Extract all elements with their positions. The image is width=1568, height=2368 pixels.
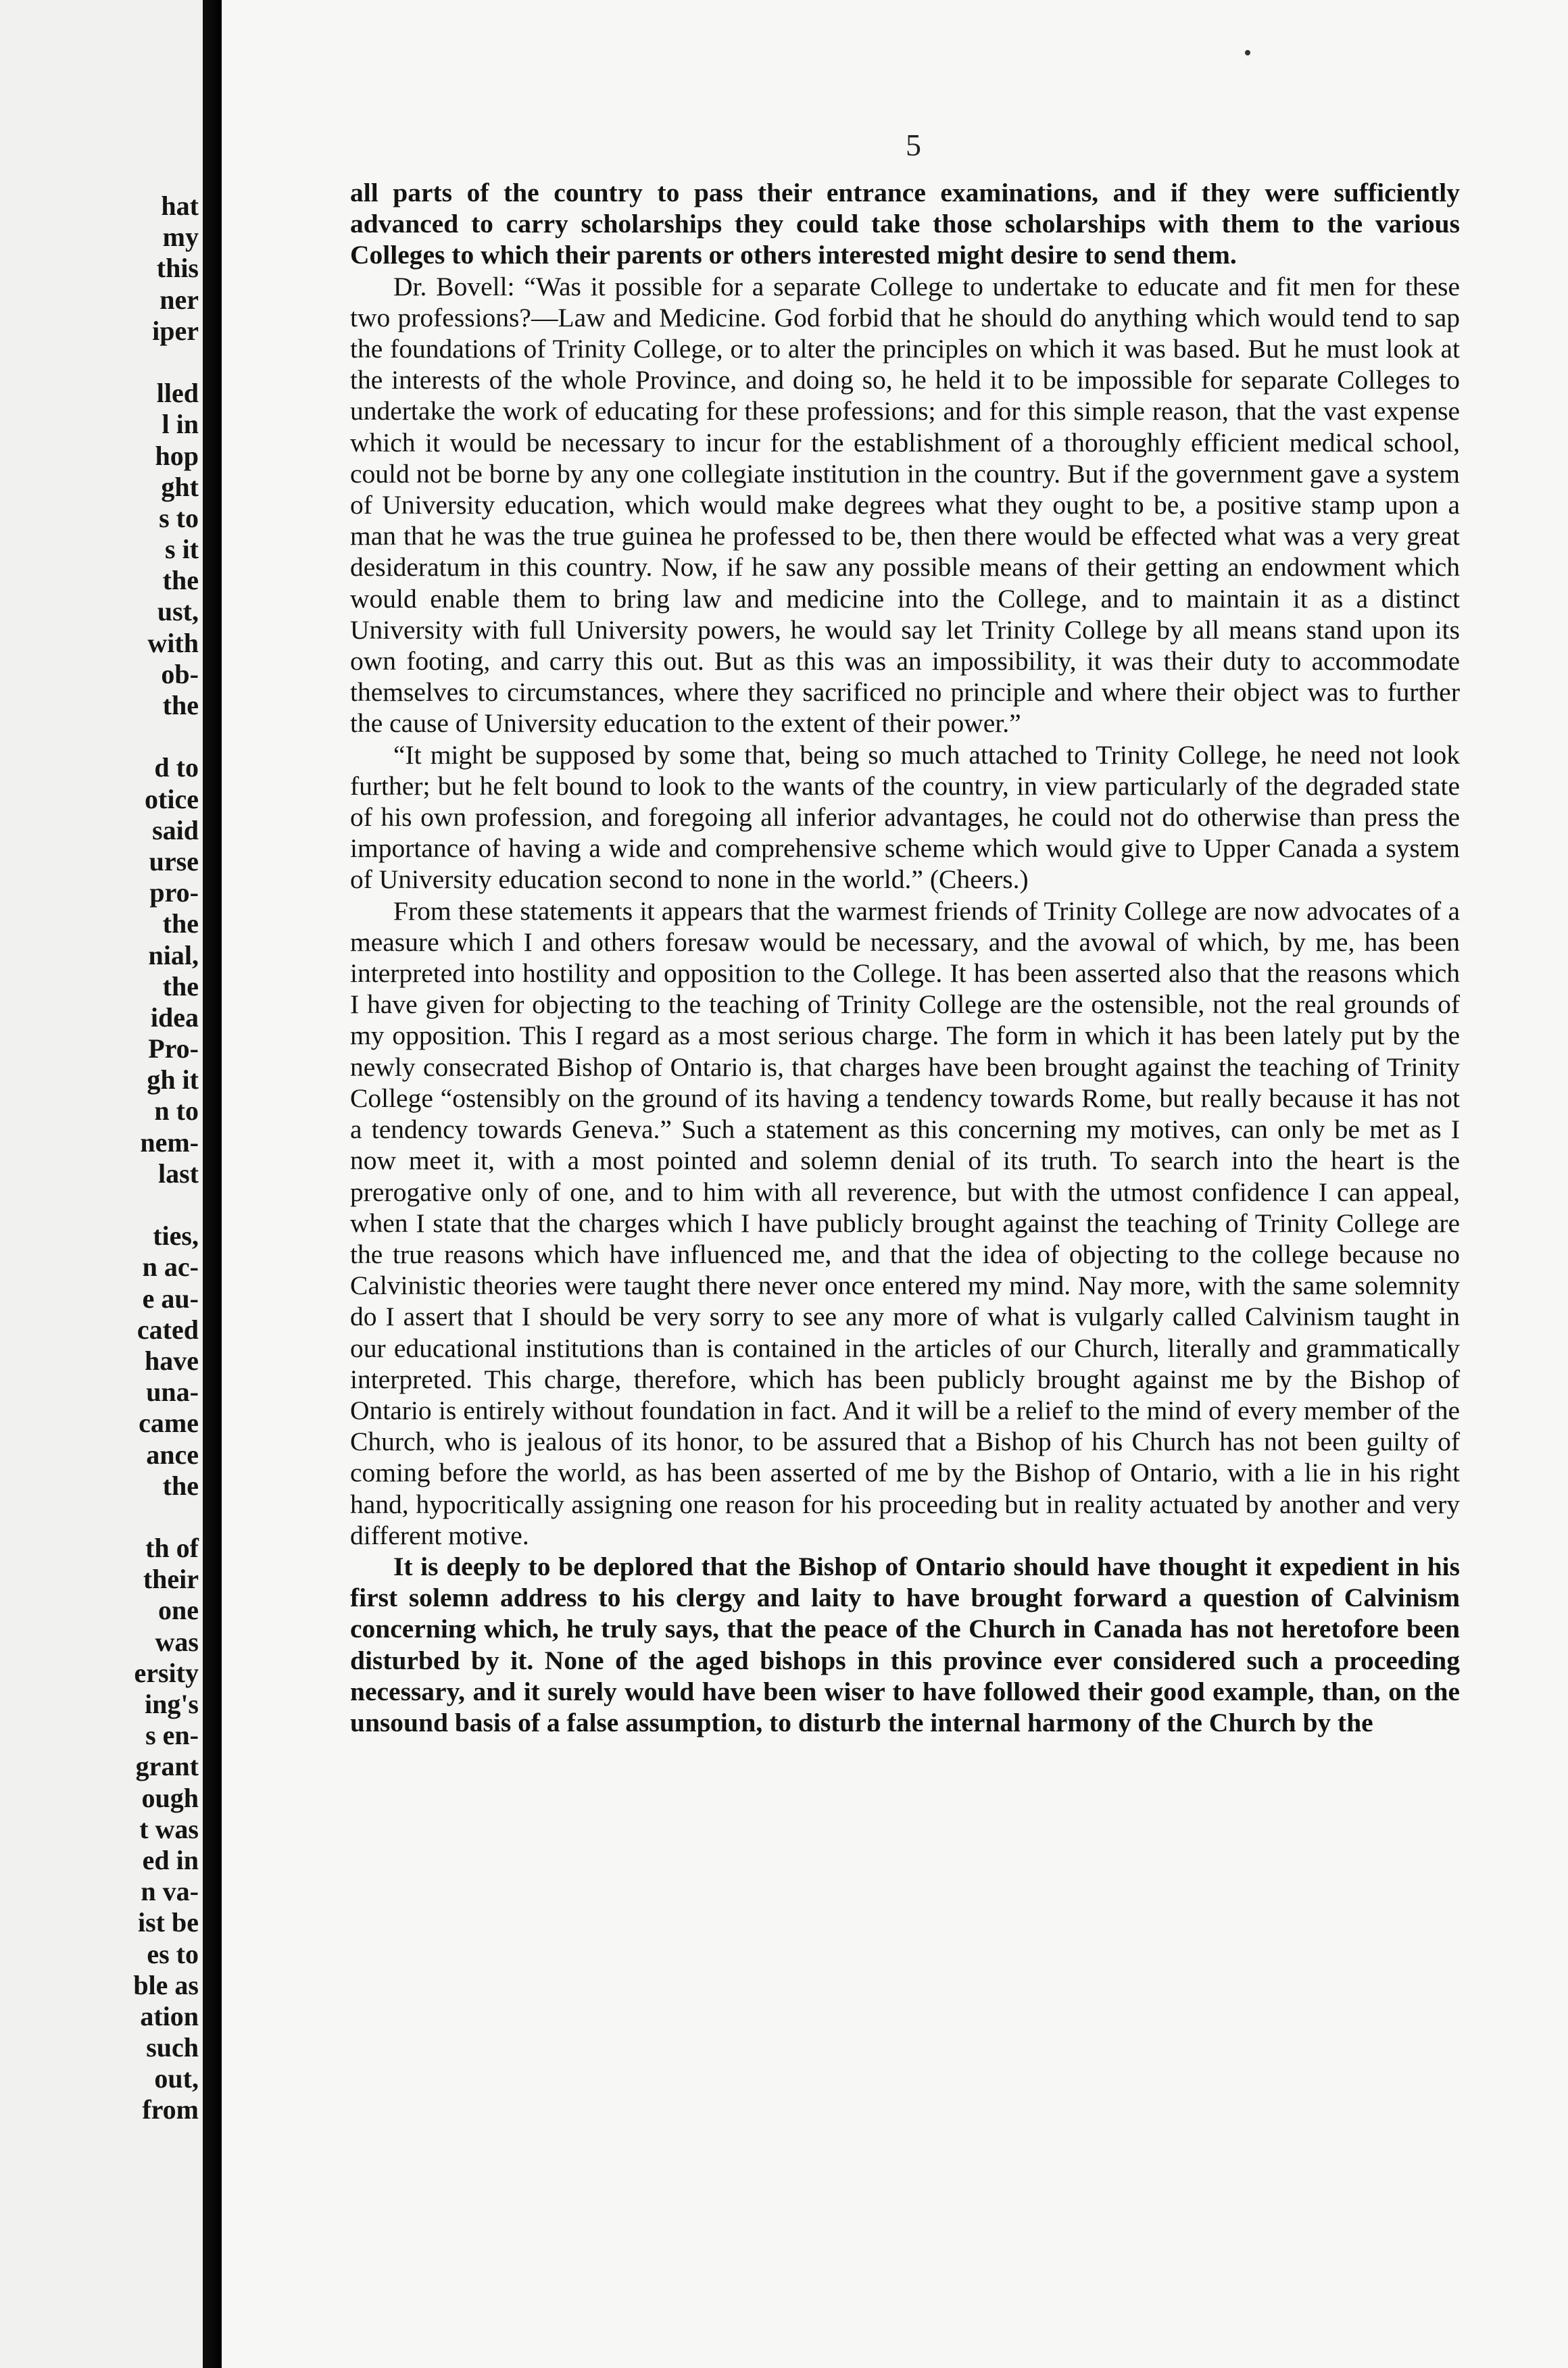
left-fragment-line: ob- bbox=[161, 658, 199, 689]
left-fragment-line: n to bbox=[154, 1095, 199, 1127]
paragraph-continuation: all parts of the country to pass their entrance examinations, and if they were sufficiently advanced to carry scholarships they could take those scholarships with them to the various Colleges to which their parents or others interested might desire to send them. bbox=[350, 178, 1460, 270]
left-fragment-line: their bbox=[143, 1564, 199, 1595]
left-fragment-line: ation bbox=[140, 2000, 199, 2031]
left-fragment-line: Pro- bbox=[148, 1033, 199, 1064]
left-fragment-line: with bbox=[147, 627, 199, 658]
ink-speck bbox=[1245, 50, 1250, 55]
left-fragment-line: s en- bbox=[145, 1720, 199, 1751]
left-fragment-line bbox=[50, 347, 199, 378]
left-fragment-line bbox=[50, 1502, 199, 1533]
paragraph-statements: From these statements it appears that the warmest friends of Trinity College are now advocates of a measure which I and others foresaw would be necessary, and the avowal of which, by me, has been interpreted into hostility and opposition to the College. It has been asserted also that the reasons which I have given for objecting to the teaching of Trinity College are the ostensible, not the real grounds of my opposition. This I regard as a most serious charge. The form in which it has been lately put by the newly consecrated Bishop of Ontario is, that charges have been brought against the teaching of Trinity College “ostensibly on the ground of its having a tendency towards Rome, but really because it has not a tendency towards Geneva.” Such a statement as this concerning my motives, can only be met as I now meet it, with a most pointed and solemn denial of its truth. To search into the heart is the prerogative only of one, and to him with all reverence, but with the utmost confidence I can appeal, when I state that the charges which I have publicly brought against the teaching of Trinity College are the true reasons which have influenced me, and that the idea of objecting to the college because no Calvinistic theories were taught there never once entered my mind. Nay more, with the same solemnity do I assert that I should be very sorry to see any more of what is vulgarly called Calvinism taught in our educational institutions than is contained in the articles of our Church, literally and grammatically interpreted. This charge, therefore, which has been publicly brought against me by the Bishop of Ontario is entirely without foundation in fact. And it will be a relief to the mind of every member of the Church, who is jealous of its honor, to be assured that a Bishop of his Church has not been guilty of coming before the world, as has been asserted of me by the Bishop of Ontario, with a lie in his right hand, hypocritically assigning one reason for his proceeding but in reality actuated by another and very different motive. bbox=[350, 895, 1460, 1550]
left-page-edge bbox=[0, 0, 203, 2368]
left-fragment-line: the bbox=[162, 908, 199, 939]
left-fragment-line: d to bbox=[154, 752, 199, 783]
left-fragment-line: th of bbox=[145, 1533, 199, 1564]
page-number: 5 bbox=[906, 128, 921, 162]
left-fragment-line: such bbox=[146, 2032, 199, 2063]
left-fragment-line: t was bbox=[139, 1813, 199, 1844]
left-fragment-line: lled bbox=[156, 378, 199, 409]
left-fragment-line: grant bbox=[135, 1751, 199, 1782]
left-fragment-line: idea bbox=[150, 1002, 199, 1033]
left-fragment-line: this bbox=[156, 253, 199, 284]
left-fragment-line: ust, bbox=[157, 596, 199, 627]
left-fragment-line: es to bbox=[147, 1938, 199, 1969]
left-fragment-line: nem- bbox=[140, 1127, 199, 1158]
left-fragment-line: s to bbox=[159, 502, 199, 533]
left-fragment-line: ough bbox=[141, 1782, 199, 1813]
left-fragment-line: one bbox=[158, 1595, 199, 1626]
left-fragment-line: otice bbox=[145, 783, 199, 814]
left-fragment-line bbox=[50, 721, 199, 752]
left-fragment-line: came bbox=[139, 1408, 199, 1439]
left-fragment-line: ance bbox=[146, 1439, 199, 1470]
left-fragment-line: ble as bbox=[133, 1969, 199, 2000]
left-fragment-line: n ac- bbox=[142, 1252, 199, 1283]
left-fragment-line: my bbox=[162, 222, 199, 253]
left-fragment-line: hat bbox=[161, 191, 199, 221]
paragraph-bovell-quote-continued: “It might be supposed by some that, being so much attached to Trinity College, he need not look further; but he felt bound to look to the wants of the country, in view particularly of the degraded state of his own profession, and foregoing all inferior advantages, he could not do otherwise than press the importance of having a wide and comprehensive scheme which would give to Upper Canada a system of University education second to none in the world.” (Cheers.) bbox=[350, 739, 1460, 895]
left-fragment-line: gh it bbox=[147, 1064, 199, 1095]
left-fragment-line: the bbox=[162, 1470, 199, 1501]
left-fragment-line: from bbox=[142, 2094, 199, 2125]
left-fragment-line: ersity bbox=[134, 1657, 199, 1688]
left-fragment-line: iper bbox=[152, 315, 199, 346]
left-fragment-line: was bbox=[155, 1626, 199, 1657]
left-fragment-line: hop bbox=[155, 440, 199, 471]
left-fragment-line: the bbox=[162, 565, 199, 596]
left-fragment-line: out, bbox=[154, 2063, 199, 2094]
left-fragment-line: nial, bbox=[148, 939, 199, 970]
left-fragment-line: urse bbox=[149, 845, 199, 877]
left-fragment-line: cated bbox=[137, 1314, 199, 1345]
left-fragment-line: l in bbox=[162, 409, 199, 440]
left-page-text-fragments bbox=[50, 191, 199, 2126]
left-fragment-line bbox=[50, 1189, 199, 1220]
left-fragment-line: last bbox=[158, 1158, 199, 1189]
left-fragment-line: ist be bbox=[138, 1907, 199, 1938]
left-fragment-line: e au- bbox=[142, 1283, 199, 1314]
left-fragment-line: ties, bbox=[153, 1220, 199, 1252]
left-fragment-line: pro- bbox=[149, 877, 199, 908]
paragraph-bovell-quote: Dr. Bovell: “Was it possible for a separate College to undertake to educate and fit men for these two professions?—Law and Medicine. God forbid that he should do anything which would tend to sap the foundations of Trinity College, or to alter the principles on which it was based. But he must look at the interests of the whole Province, and doing so, he held it to be impossible for separate Colleges to undertake the work of educating for these professions; and for this simple reason, that the vast expense which it would be necessary to incur for the establishment of a thoroughly efficient medical school, could not be borne by any one collegiate institution in the country. But if the government gave a system of University education, which would make degrees what they ought to be, a positive stamp upon a man that he was the true guinea he professed to be, then there would be effected what was a very great desideratum in this country. Now, if he saw any possible means of their getting an endowment which would enable them to bring law and medicine into the College, and to maintain it as a distinct University with full University powers, he would say let Trinity College by all means stand upon its own footing, and carry this out. But as this was an impossibility, it was their duty to accommodate themselves to circumstances, where they sacrificed no principle and where their object was to further the cause of University education to the extent of their power.” bbox=[350, 271, 1460, 739]
left-fragment-line: ght bbox=[161, 471, 199, 502]
left-fragment-line: the bbox=[162, 690, 199, 720]
body-text bbox=[350, 177, 1460, 1738]
left-fragment-line: n va- bbox=[141, 1876, 199, 1907]
left-fragment-line: ing's bbox=[144, 1689, 199, 1719]
book-gutter bbox=[203, 0, 222, 2368]
left-fragment-line: said bbox=[152, 814, 199, 845]
left-fragment-line: ed in bbox=[142, 1844, 199, 1875]
left-fragment-line: the bbox=[162, 970, 199, 1002]
left-fragment-line: s it bbox=[165, 534, 199, 565]
left-fragment-line: una- bbox=[146, 1377, 199, 1408]
left-fragment-line: have bbox=[145, 1345, 199, 1376]
right-page bbox=[222, 0, 1568, 2368]
left-fragment-line: ner bbox=[160, 284, 199, 315]
paragraph-deplored: It is deeply to be deplored that the Bishop of Ontario should have thought it expedient in his first solemn address to his clergy and laity to have brought forward a question of Calvinism concerning which, he truly says, that the peace of the Church in Canada has not heretofore been disturbed by it. None of the aged bishops in this province ever considered such a proceeding necessary, and it surely would have been wiser to have followed their good example, than, on the unsound basis of a false assumption, to disturb the internal harmony of the Church by the bbox=[350, 1551, 1460, 1737]
